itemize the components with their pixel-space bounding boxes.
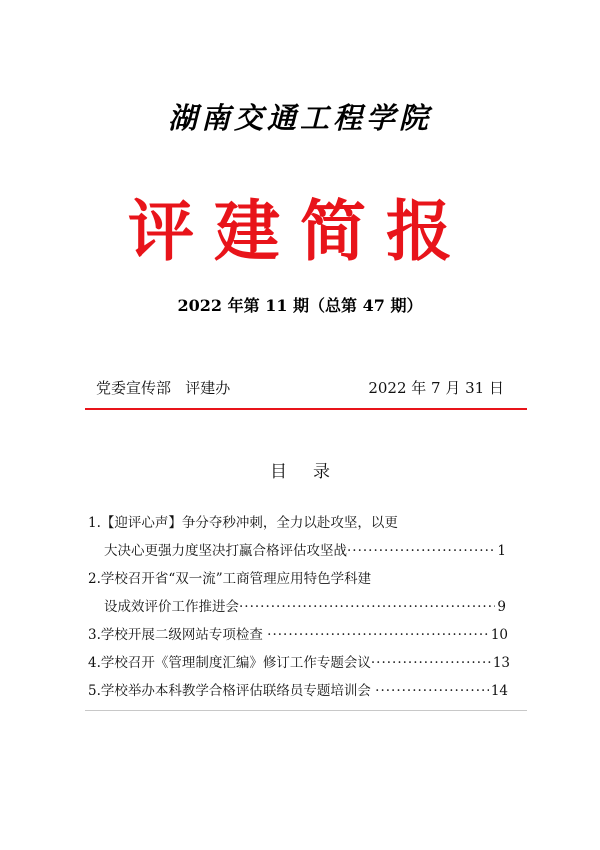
bottom-divider [85,710,527,711]
toc-leader-dots [375,683,489,699]
toc-item-5[interactable] [88,679,508,699]
toc-page-number: 1 [497,543,506,559]
toc-item-3[interactable] [88,623,508,643]
toc-page-number: 9 [497,599,506,615]
toc-page-number: 10 [490,627,508,643]
toc-item-text: 3.学校开展二级网站专项检查 [88,627,268,643]
toc-leader-dots [347,543,495,559]
toc-item-1-line2[interactable] [104,539,506,559]
toc-item-text: 1.【迎评心声】争分夺秒冲刺，全力以赴攻坚，以更 [88,515,398,531]
toc-leader-dots [267,627,489,643]
issue-number: 2022 年第 11 期（总第 47 期） [177,296,423,315]
bulletin-title: 评建简报 [128,192,472,270]
toc-item-2-line1[interactable] [88,567,371,587]
toc-item-2-line2[interactable] [104,595,506,615]
toc-item-4[interactable] [88,651,510,671]
toc-item-text: 设成效评价工作推进会 [104,599,239,615]
toc-item-text: 5.学校举办本科教学合格评估联络员专题培训会 [88,683,376,699]
toc-item-1-line1[interactable] [88,511,398,531]
issue-date: 2022 年 7 月 31 日 [368,379,504,397]
toc-page-number: 13 [492,655,510,671]
toc-leader-dots [239,599,495,615]
issuing-department: 党委宣传部 评建办 [96,379,231,397]
toc-leader-dots [371,655,491,671]
red-divider [85,408,527,410]
school-name: 湖南交通工程学院 [167,101,432,135]
toc-item-text: 大决心更强力度坚决打赢合格评估攻坚战 [104,543,347,559]
toc-item-text: 4.学校召开《管理制度汇编》修订工作专题会议 [88,655,371,671]
toc-item-text: 2.学校召开省“双一流”工商管理应用特色学科建 [88,571,372,587]
toc-heading: 目录 [270,462,356,482]
toc-page-number: 14 [490,683,508,699]
